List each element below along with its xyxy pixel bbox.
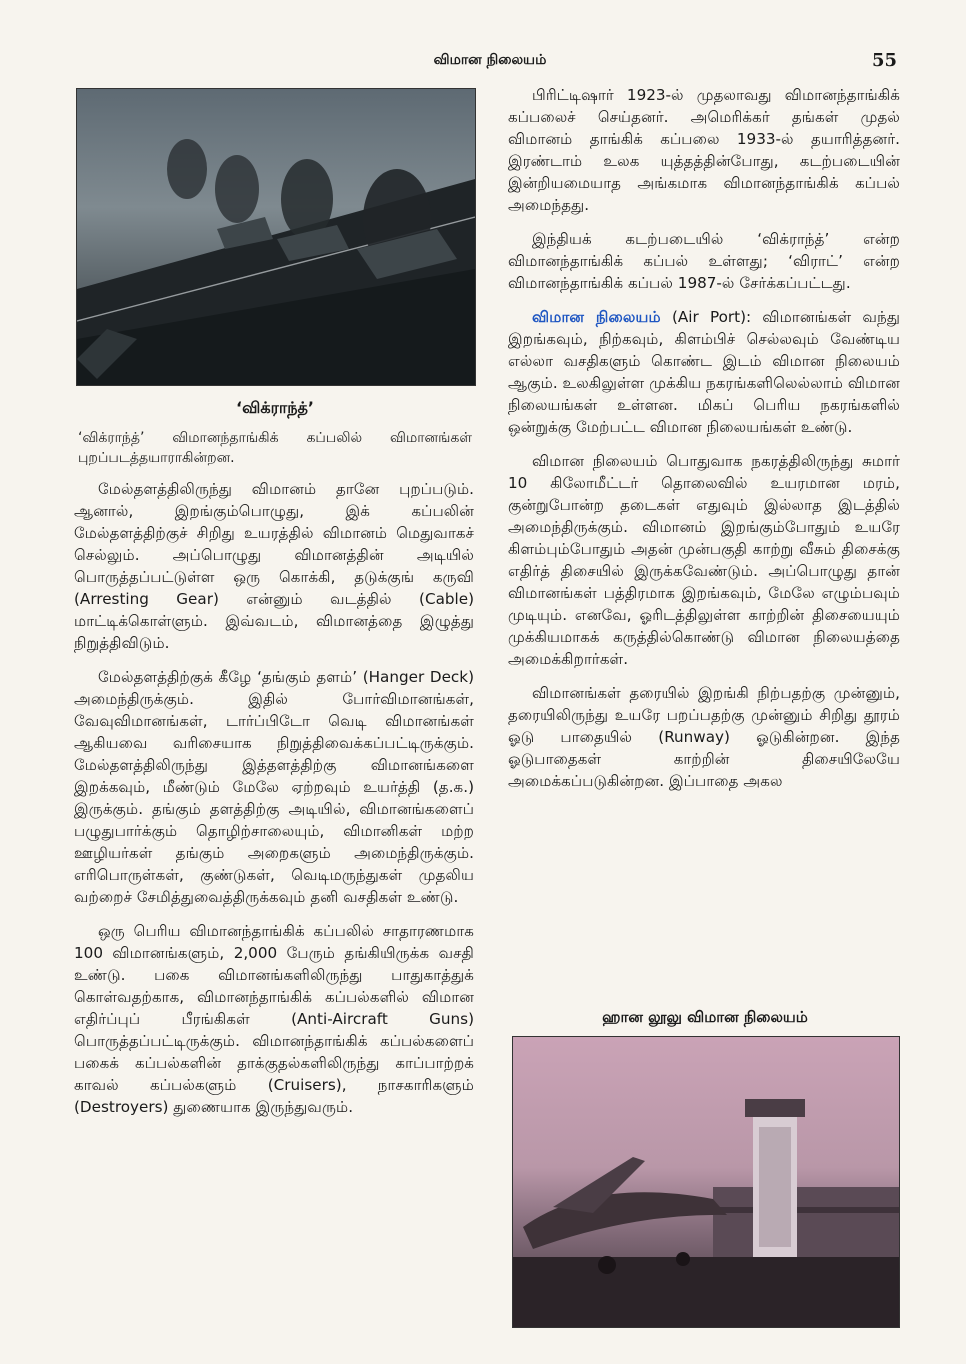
right-text-column: [508, 84, 900, 792]
right-paragraph-5: விமானங்கள் தரையில் இறங்கி நிற்பதற்கு முன்னும், தரையிலிருந்து உயரே பறப்பதற்கு முன்னும் சிறிது தூரம் ஓடு பாதையில் (Runway) ஓடுகின்றன. இந்த ஓடுபாதைகள் காற்றின் திசையிலேயே அமைக்கப்படுகின்றன. இப்பாதை அகல: [508, 684, 900, 790]
right-paragraph-3: [508, 306, 900, 438]
airport-definition-text: (Air Port): விமானங்கள் வந்து இறங்கவும், நிற்கவும், கிளம்பிச் செல்லவும் வேண்டிய எல்லா வசதிகளும் கொண்ட இடம் விமான நிலையம் ஆகும். உலகிலுள்ள முக்கிய நகரங்களிலெல்லாம் விமான நிலையங்கள் உள்ளன. மிகப் பெரிய நகரங்களில் ஒன்றுக்கு மேற்பட்ட விமான நிலையங்கள் உண்டு.: [508, 308, 900, 436]
right-paragraph-2: இந்தியக் கடற்படையில் ‘விக்ராந்த்’ என்ற விமானந்தாங்கிக் கப்பல் உள்ளது; ‘விராட்’ என்ற விமானந்தாங்கிக் கப்பல் 1987-ல் சேர்க்கப்பட்டது.: [508, 230, 900, 292]
running-header-title: விமான நிலையம்: [433, 52, 547, 68]
airport-term-heading: விமான நிலையம்: [532, 308, 661, 326]
right-paragraph-4: விமான நிலையம் பொதுவாக நகரத்திலிருந்து சுமார் 10 கிலோமீட்டர் தொலைவில் உயரமான மரம், குன்றுபோன்ற தடைகள் எதுவும் இல்லாத இடத்தில் அமைந்திருக்கும். விமானம் இறங்கும்போதும் உயரே கிளம்பும்போதும் அதன் முன்பகுதி காற்று வீசும் திசைக்கு எதிர்த் திசையில் இருக்கவேண்டும். அப்பொழுது தான் விமானங்கள் பத்திரமாக இறங்கவும், மேலே எழும்பவும் முடியும். எனவே, ஓரிடத்திலுள்ள காற்றின் திசையையும் முக்கியமாகக் கருத்தில்கொண்டு விமான நிலையத்தை அமைக்கிறார்கள்.: [508, 452, 900, 668]
page-number: 55: [872, 50, 898, 71]
left-text-column: [74, 478, 474, 1118]
right-paragraph-1: பிரிட்டிஷார் 1923-ல் முதலாவது விமானந்தாங்கிக் கப்பலைச் செய்தனர். அமெரிக்கர் தங்கள் முதல் விமானம் தாங்கிக் கப்பலை 1933-ல் தயாரித்தனர். இரண்டாம் உலக யுத்தத்தின்போது, கடற்படையின் இன்றியமையாத அங்கமாக விமானந்தாங்கிக் கப்பல் அமைந்தது.: [508, 86, 900, 214]
right-photo-caption-title: ஹான லூலு விமான நிலையம்: [602, 1008, 808, 1026]
left-photo-caption-text: ‘விக்ராந்த்’ விமானந்தாங்கிக் கப்பலில் விமானங்கள் புறப்படத்தயாராகின்றன.: [78, 430, 472, 466]
left-paragraph-1: மேல்தளத்திலிருந்து விமானம் தானே புறப்படும். ஆனால், இறங்கும்பொழுது, இக் கப்பலின் மேல்தளத்திற்குச் சிறிது உயரத்தில் விமானம் மெதுவாகச் செல்லும். அப்பொழுது விமானத்தின் அடியில் பொருத்தப்பட்டுள்ள ஒரு கொக்கி, தடுக்குங் கருவி (Arresting Gear) என்னும் வடத்தில் (Cable) மாட்டிக்கொள்ளும். இவ்வடம், விமானத்தை இழுத்து நிறுத்திவிடும்.: [74, 480, 474, 652]
left-photo-caption-title: ‘விக்ராந்த்’: [236, 398, 314, 417]
left-paragraph-3: ஒரு பெரிய விமானந்தாங்கிக் கப்பலில் சாதாரணமாக 100 விமானங்களும், 2,000 பேரும் தங்கியிருக்க வசதி உண்டு. பகை விமானங்களிலிருந்து பாதுகாத்துக் கொள்வதற்காக, விமானந்தாங்கிக் கப்பல்களில் விமான எதிர்ப்புப் பீரங்கிகள் (Anti-Aircraft Guns) பொருத்தப்பட்டிருக்கும். விமானந்தாங்கிக் கப்பல்களைப் பகைக் கப்பல்களின் தாக்குதல்களிலிருந்து காப்பாற்றக் காவல் கப்பல்களும் (Cruisers), நாசகாரிகளும் (Destroyers) துணையாக இருந்துவரும்.: [74, 922, 474, 1116]
left-paragraph-2: மேல்தளத்திற்குக் கீழே ‘தங்கும் தளம்’ (Hanger Deck) அமைந்திருக்கும். இதில் போர்விமானங்கள், வேவுவிமானங்கள், டார்ப்பிடோ வெடி விமானங்கள் ஆகியவை வரிசையாக நிறுத்திவைக்கப்பட்டிருக்கும். மேல்தளத்திலிருந்து இத்தளத்திற்கு விமானங்களை இறக்கவும், மீண்டும் மேலே ஏற்றவும் உயர்த்தி (த.க.) இருக்கும். தங்கும் தளத்திற்கு அடியில், விமானங்களைப் பழுதுபார்க்கும் தொழிற்சாலையும், விமானிகள் மற்ற ஊழியர்கள் தங்கும் அறைகளும் அமைந்திருக்கும். எரிபொருள்கள், குண்டுகள், வெடிமருந்துகள் முதலிய வற்றைச் சேமித்துவைத்திருக்கவும் தனி வசதிகள் உண்டு.: [74, 668, 474, 906]
carrier-deck-photo: [76, 88, 476, 386]
honolulu-airport-photo: [512, 1036, 900, 1328]
